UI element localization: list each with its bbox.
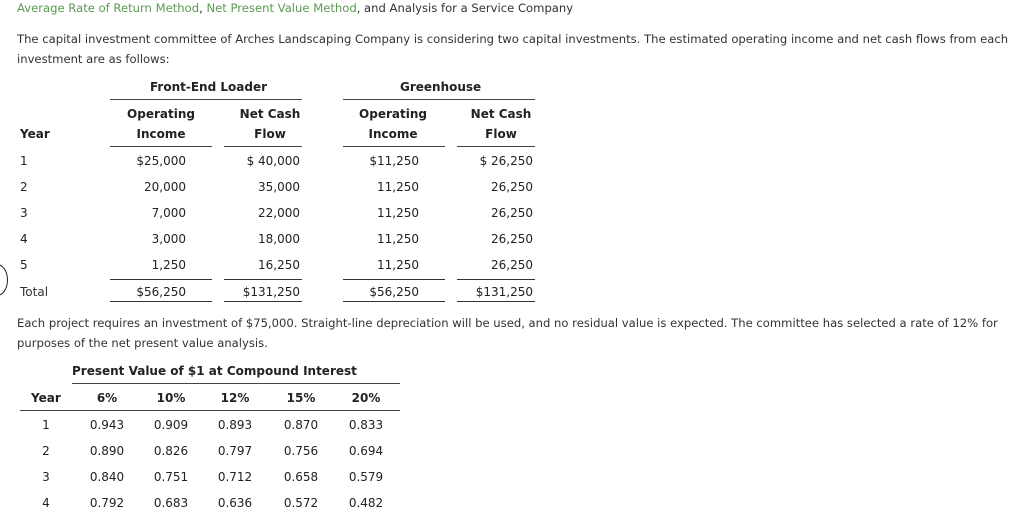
gh-cash-total-rule <box>457 279 535 280</box>
gh-cash-header-1: Net Cash <box>470 107 532 121</box>
gh-cash-header-2: Flow <box>485 127 517 141</box>
pv-factor-cell: 0.833 <box>348 418 384 432</box>
fel-cash-header-2: Flow <box>254 127 286 141</box>
investment-cell-gh-op: 11,250 <box>377 180 419 194</box>
investment-cell-gh-op: 11,250 <box>377 258 419 272</box>
gh-op-header-2: Income <box>368 127 418 141</box>
pv-factor-cell: 0.683 <box>153 496 189 510</box>
net-present-value-link[interactable]: Net Present Value Method <box>206 1 357 15</box>
investment-row-year: 1 <box>20 154 28 168</box>
investment-cell-gh-cash: 26,250 <box>491 258 533 272</box>
pv-factor-cell: 0.792 <box>89 496 125 510</box>
total-fel-op: $56,250 <box>136 285 186 299</box>
pv-factor-cell: 0.636 <box>217 496 253 510</box>
total-label: Total <box>20 285 49 299</box>
total-gh-op: $56,250 <box>369 285 419 299</box>
pv-factor-cell: 0.797 <box>217 444 253 458</box>
pv-factor-cell: 0.870 <box>283 418 319 432</box>
investment-cell-fel-cash: 18,000 <box>258 232 300 246</box>
total-fel-cash: $131,250 <box>242 285 300 299</box>
investment-cell-gh-op: 11,250 <box>377 206 419 220</box>
investment-cell-fel-op: 3,000 <box>151 232 186 246</box>
pv-factor-cell: 0.694 <box>348 444 384 458</box>
investment-cell-fel-cash: 16,250 <box>258 258 300 272</box>
gh-op-double-rule <box>343 301 445 302</box>
problem-heading <box>17 1 573 15</box>
investment-cell-gh-cash: 26,250 <box>491 232 533 246</box>
front-end-loader-header: Front-End Loader <box>150 80 267 94</box>
greenhouse-rule <box>343 99 535 100</box>
investment-row-year: 5 <box>20 258 28 272</box>
investment-cell-fel-op: 1,250 <box>151 258 186 272</box>
pv-row-year: 2 <box>42 444 50 458</box>
pv-factor-cell: 0.712 <box>217 470 253 484</box>
pv-header-rule <box>20 410 400 411</box>
pv-factor-cell: 0.751 <box>153 470 189 484</box>
pv-row-year: 4 <box>42 496 50 510</box>
pv-factor-cell: 0.893 <box>217 418 253 432</box>
fel-op-header-rule <box>110 146 212 147</box>
fel-cash-double-rule <box>224 301 302 302</box>
pv-rate-header: 20% <box>351 391 381 405</box>
investment-row-year: 4 <box>20 232 28 246</box>
fel-cash-header-rule <box>224 146 302 147</box>
requirements-paragraph: Each project requires an investment of $75,000. Straight-line depreciation will be used, and no residual value is expected. The committee has selected a rate of 12% for purposes of the net present value analysis. <box>17 316 998 350</box>
gh-cash-double-rule <box>457 301 535 302</box>
total-gh-cash: $131,250 <box>475 285 533 299</box>
pv-factor-cell: 0.658 <box>283 470 319 484</box>
investment-cell-gh-cash: 26,250 <box>491 180 533 194</box>
investment-cell-fel-op: $25,000 <box>136 154 186 168</box>
pv-year-header: Year <box>31 391 61 405</box>
pv-factor-cell: 0.579 <box>348 470 384 484</box>
circle-marker <box>0 264 8 296</box>
pv-rate-header: 10% <box>156 391 186 405</box>
investment-cell-gh-cash: $ 26,250 <box>479 154 533 168</box>
heading-rest: , and Analysis for a Service Company <box>356 1 574 15</box>
pv-table-title: Present Value of $1 at Compound Interest <box>72 364 357 378</box>
fel-cash-total-rule <box>224 279 302 280</box>
investment-cell-gh-cash: 26,250 <box>491 206 533 220</box>
gh-op-header-rule <box>343 146 445 147</box>
pv-rate-header: 6% <box>96 391 118 405</box>
fel-cash-header-1: Net Cash <box>239 107 301 121</box>
average-rate-of-return-link[interactable]: Average Rate of Return Method <box>17 1 200 15</box>
investment-cell-fel-op: 20,000 <box>144 180 186 194</box>
pv-rate-header: 15% <box>286 391 316 405</box>
fel-op-total-rule <box>110 279 212 280</box>
pv-factor-cell: 0.572 <box>283 496 319 510</box>
fel-op-header-1: Operating <box>127 107 195 121</box>
investment-cell-fel-cash: $ 40,000 <box>246 154 300 168</box>
gh-op-total-rule <box>343 279 445 280</box>
investment-cell-gh-op: 11,250 <box>377 232 419 246</box>
investment-cell-fel-cash: 22,000 <box>258 206 300 220</box>
investment-row-year: 3 <box>20 206 28 220</box>
investment-cell-fel-op: 7,000 <box>151 206 186 220</box>
gh-cash-header-rule <box>457 146 535 147</box>
investment-row-year: 2 <box>20 180 28 194</box>
greenhouse-header: Greenhouse <box>400 80 482 94</box>
pv-factor-cell: 0.482 <box>348 496 384 510</box>
fel-op-double-rule <box>110 301 212 302</box>
gh-op-header-1: Operating <box>359 107 427 121</box>
heading-separator: , <box>199 1 207 15</box>
pv-row-year: 1 <box>42 418 50 432</box>
pv-factor-cell: 0.890 <box>89 444 125 458</box>
intro-paragraph: The capital investment committee of Arches Landscaping Company is considering two capital investments. The estimated operating income and net cash flows from each investment are as follows: <box>17 32 1009 66</box>
pv-factor-cell: 0.756 <box>283 444 319 458</box>
pv-factor-cell: 0.909 <box>153 418 189 432</box>
front-end-loader-rule <box>110 99 302 100</box>
pv-factor-cell: 0.826 <box>153 444 189 458</box>
year-header: Year <box>20 127 50 141</box>
pv-row-year: 3 <box>42 470 50 484</box>
pv-factor-cell: 0.943 <box>89 418 125 432</box>
fel-op-header-2: Income <box>136 127 186 141</box>
investment-cell-fel-cash: 35,000 <box>258 180 300 194</box>
pv-rate-header: 12% <box>220 391 250 405</box>
pv-title-rule <box>72 383 400 384</box>
pv-factor-cell: 0.840 <box>89 470 125 484</box>
investment-cell-gh-op: $11,250 <box>369 154 419 168</box>
